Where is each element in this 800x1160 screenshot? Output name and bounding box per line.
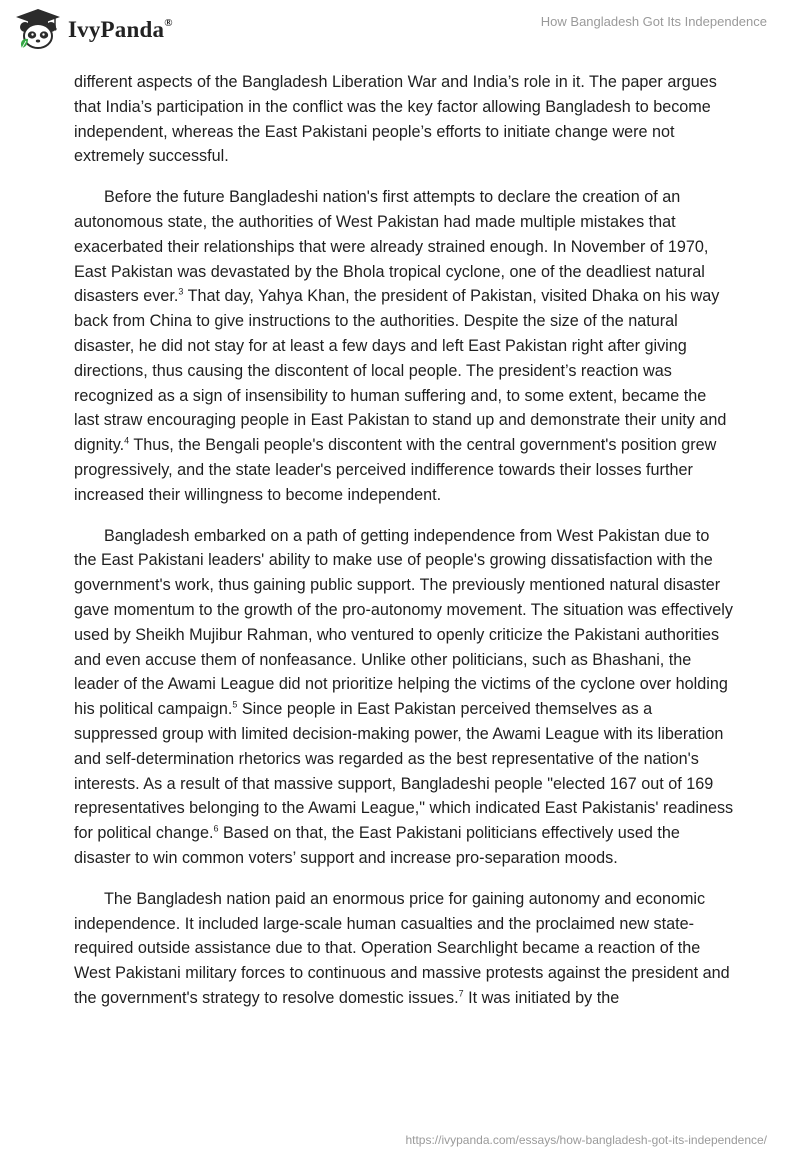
paragraph-text: Since people in East Pakistan perceived themselves as a suppressed group with limited decision-making power, the Awami League with its liberation and self-determination rhetorics was regarded as the best representative of the nation's interests. As a result of that massive support, Bangladeshi people "elected 167 out of 169 representatives belonging to the Awami League," which indicated East Pakistanis' readiness for political change. xyxy=(74,700,734,843)
footnote-ref: 6 xyxy=(213,823,219,834)
essay-paragraph xyxy=(74,70,734,169)
essay-paragraph xyxy=(74,524,734,871)
paragraph-text: That day, Yahya Khan, the president of Pakistan, visited Dhaka on his way back from China to give instructions to the authorities. Despite the size of the natural disaster, he did not stay for at least a few days and left East Pakistan right after giving directions, thus causing the discontent of local people. The president’s reaction was recognized as a sign of insensibility to human suffering and, to some extent, became the last straw encouraging people in East Pakistan to stand up and demonstrate their unity and dignity. xyxy=(74,287,727,455)
document-title: How Bangladesh Got Its Independence xyxy=(540,14,767,29)
source-url[interactable]: https://ivypanda.com/essays/how-bangladesh-got-its-independence/ xyxy=(405,1133,767,1147)
footnote-ref: 7 xyxy=(458,988,464,999)
paragraph-text: Thus, the Bengali people's discontent with the central government's position grew progressively, and the state leader's perceived indifference towards their losses further increased their willingness to become independent. xyxy=(74,436,717,504)
registered-mark: ® xyxy=(164,17,173,30)
brand-name: IvyPanda® xyxy=(68,17,173,42)
footnote-ref: 3 xyxy=(178,286,184,297)
essay-paragraph xyxy=(74,185,734,507)
paragraph-text: different aspects of the Bangladesh Liberation War and India’s role in it. The paper argues that India’s participation in the conflict was the key factor allowing Bangladesh to become independent, whereas the East Pakistani people’s efforts to initiate change were not extremely successful. xyxy=(74,73,717,166)
page-header xyxy=(0,0,800,66)
paragraph-text: Based on that, the East Pakistani politicians effectively used the disaster to win common voters’ support and increase pro-separation moods. xyxy=(74,824,680,867)
footnote-ref: 5 xyxy=(232,699,238,710)
paragraph-text: Bangladesh embarked on a path of getting independence from West Pakistan due to the East Pakistani leaders' ability to make use of people's growing dissatisfaction with the government's work, thus gaining public support. The previously mentioned natural disaster gave momentum to the growth of the pro-autonomy movement. The situation was effectively used by Sheikh Mujibur Rahman, who ventured to openly criticize the Pakistani authorities and even accuse them of nonfeasance. Unlike other politicians, such as Bhashani, the leader of the Awami League did not prioritize helping the victims of the cyclone over holding his political campaign. xyxy=(74,526,733,719)
paragraph-text: It was initiated by the xyxy=(463,988,620,1007)
footnote-ref: 4 xyxy=(124,435,130,446)
essay-paragraph xyxy=(74,887,734,1011)
paragraph-text: The Bangladesh nation paid an enormous price for gaining autonomy and economic independence. It included large-scale human casualties and the proclaimed new state-required outside assistance due to that. Operation Searchlight became a reaction of the West Pakistani military forces to continuous and massive protests against the president and the government's strategy to resolve domestic issues. xyxy=(74,889,730,1007)
essay-body xyxy=(74,70,734,1027)
paragraph-text: Before the future Bangladeshi nation's first attempts to declare the creation of an autonomous state, the authorities of West Pakistan had made multiple mistakes that exacerbated their relationships that were already strained enough. In November of 1970, East Pakistan was devastated by the Bhola tropical cyclone, one of the deadliest natural disasters ever. xyxy=(74,188,709,306)
panda-graduate-icon xyxy=(14,8,62,52)
ivypanda-logo[interactable] xyxy=(14,8,173,52)
